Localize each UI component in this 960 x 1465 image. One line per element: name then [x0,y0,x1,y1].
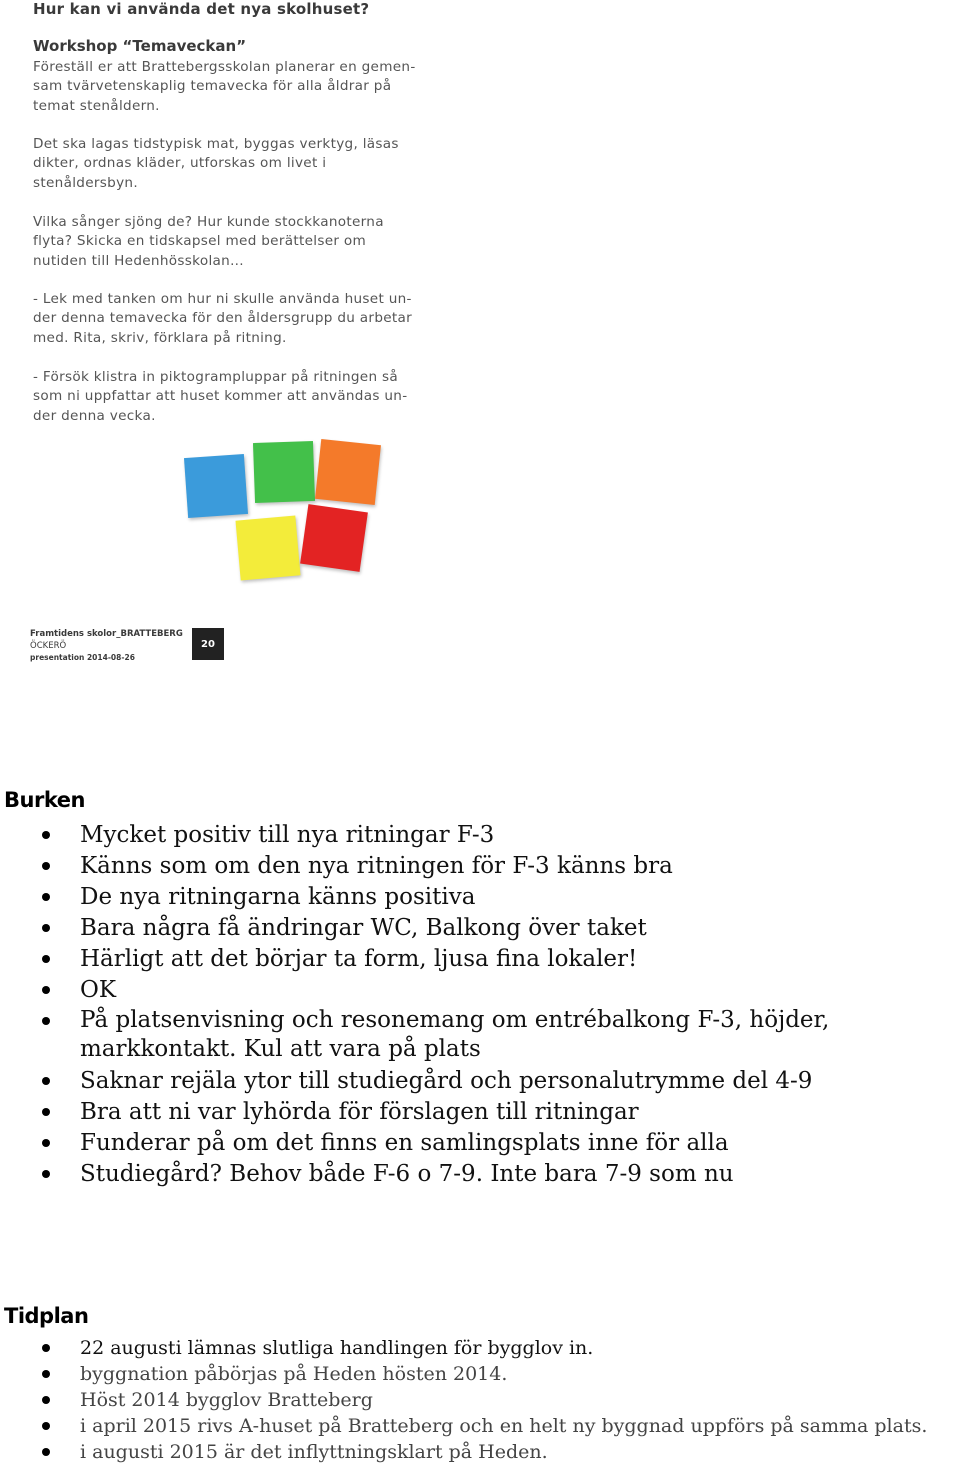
slide-line: med. Rita, skriv, förklara på ritning. [33,329,287,346]
slide-line: Föreställ er att Brattebergsskolan planerar en gemen- [33,59,416,75]
list-item [40,820,960,851]
list-item-text: Höst 2014 bygglov Bratteberg [80,1389,373,1411]
tidplan-heading: Tidplan [4,1304,89,1328]
footer-project: Framtidens skolor_BRATTEBERG [30,629,183,639]
tidplan-list [40,1335,940,1465]
slide-line: der denna temavecka för den åldersgrupp du arbetar [33,310,413,327]
bullet-icon [42,986,50,994]
list-item-text: Saknar rejäla ytor till studiegård och personalutrymme del 4-9 [80,1068,813,1094]
bullet-icon [42,893,50,901]
bullet-icon [42,1077,50,1085]
bullet-icon [42,1108,50,1116]
list-item [40,1361,940,1387]
list-item [40,975,960,1006]
bullet-icon [42,1170,50,1178]
slide-line: der denna vecka. [33,407,156,424]
sticky-note-blue [184,454,248,518]
bullet-icon [42,831,50,839]
list-item [40,1387,940,1413]
bullet-icon [42,1370,50,1378]
slide-line: nutiden till Hedenhösskolan... [33,252,244,269]
list-item [40,1066,960,1097]
slide-line: som ni uppfattar att huset kommer att användas un- [33,388,408,405]
bullet-icon [42,1344,50,1352]
list-item-text: i augusti 2015 är det inflyttningsklart på Heden. [80,1441,548,1463]
list-item-text: De nya ritningarna känns positiva [80,884,476,910]
sticky-note-orange [315,439,381,505]
list-item-text: Härligt att det börjar ta form, ljusa fina lokaler! [80,946,638,972]
bullet-icon [42,1139,50,1147]
bullet-icon [42,955,50,963]
slide-line: - Försök klistra in piktogrampluppar på ritningen så [33,369,399,385]
bullet-icon [42,1017,50,1025]
slide-footer [30,628,183,664]
slide-line: temat stenåldern. [33,97,160,114]
slide-line: dikter, ordnas kläder, utforskas om livet i [33,155,327,172]
burken-heading: Burken [4,788,85,812]
list-item [40,1128,960,1159]
slide-line: Vilka sånger sjöng de? Hur kunde stockkanoterna [33,214,384,230]
slide-line: flyta? Skicka en tidskapsel med berättelser om [33,233,367,250]
list-item-text: Bara några få ändringar WC, Balkong över taket [80,915,647,941]
slide-paragraph-3 [33,213,453,271]
list-item-text: Bra att ni var lyhörda för förslagen till ritningar [80,1099,639,1125]
embedded-slide [30,0,460,680]
footer-presentation-date: presentation 2014-08-26 [30,653,135,662]
bullet-icon [42,1422,50,1430]
slide-line: sam tvärvetenskaplig temavecka för alla åldrar på [33,78,392,95]
sticky-note-yellow [235,515,300,580]
slide-paragraph-1 [33,58,453,116]
slide-paragraph-5 [33,368,453,426]
list-item-text: 22 augusti lämnas slutliga handlingen för bygglov in. [80,1337,594,1359]
sticky-note-green [253,441,315,503]
bullet-icon [42,924,50,932]
list-item [40,1439,940,1465]
list-item [40,1159,960,1190]
slide-page-number: 20 [192,628,224,660]
list-item [40,1335,940,1361]
list-item [40,913,960,944]
slide-paragraph-4 [33,290,453,348]
list-item-text: Mycket positiv till nya ritningar F-3 [80,822,495,848]
list-item [40,1413,940,1439]
workshop-title: Workshop “Temaveckan” [33,37,247,55]
burken-list [40,820,960,1190]
list-item [40,944,960,975]
footer-municipality: ÖCKERÖ [30,641,67,651]
sticky-notes-illustration [180,440,400,590]
list-item-text: i april 2015 rivs A-huset på Bratteberg och en helt ny byggnad uppförs på samma plats. [80,1415,928,1437]
list-item-text: byggnation påbörjas på Heden hösten 2014. [80,1363,508,1385]
sticky-note-red [300,504,368,572]
list-item-text: Funderar på om det finns en samlingsplats inne för alla [80,1130,729,1156]
slide-title: Hur kan vi använda det nya skolhuset? [33,0,370,18]
bullet-icon [42,1396,50,1404]
list-item [40,1097,960,1128]
slide-line: Det ska lagas tidstypisk mat, byggas verktyg, läsas [33,136,399,152]
slide-line: - Lek med tanken om hur ni skulle använda huset un- [33,291,412,307]
bullet-icon [42,1448,50,1456]
list-item-text: På platsenvisning och resonemang om entrébalkong F-3, höjder, markkontakt. Kul att vara på plats [80,1007,830,1062]
slide-paragraph-2 [33,135,453,193]
list-item [40,1006,960,1064]
list-item-text: Känns som om den nya ritningen för F-3 känns bra [80,853,673,879]
list-item [40,882,960,913]
bullet-icon [42,862,50,870]
list-item [40,851,960,882]
slide-line: stenåldersbyn. [33,174,138,191]
list-item-text: Studiegård? Behov både F-6 o 7-9. Inte bara 7-9 som nu [80,1161,734,1187]
list-item-text: OK [80,977,117,1003]
